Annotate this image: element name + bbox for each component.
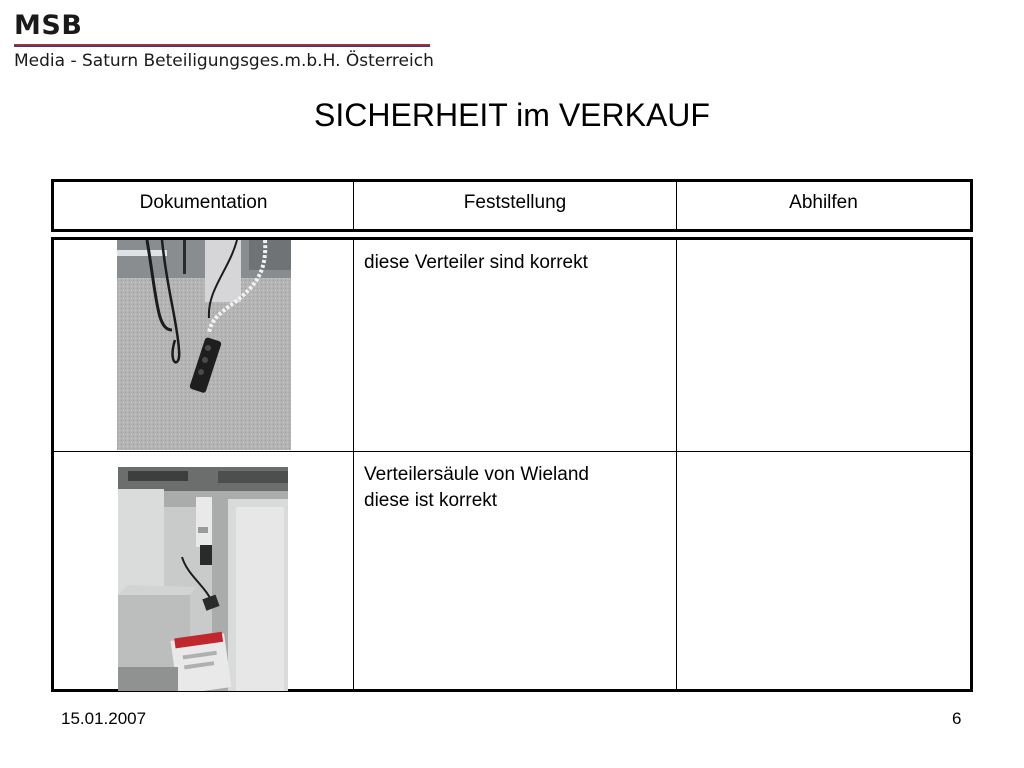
table-row-1-feststellung: diese Verteiler sind korrekt: [353, 240, 676, 451]
column-header-abhilfen: Abhilfen: [676, 182, 970, 229]
header-table: [51, 179, 973, 232]
table-row-2-feststellung: [353, 451, 676, 689]
slide-title: SICHERHEIT im VERKAUF: [314, 97, 710, 133]
footer-date: 15.01.2007: [61, 709, 147, 728]
table-row-1-abhilfen: [676, 240, 970, 451]
table-row-2-dokumentation: [54, 451, 353, 689]
column-header-dokumentation: Dokumentation: [139, 192, 268, 213]
footer-page-number: 6: [952, 709, 962, 728]
power-strip-photo: [117, 240, 291, 450]
table-row-2-feststellung-text: Verteilersäule von Wieland diese ist korrekt: [364, 464, 589, 511]
distribution-column-photo: [118, 467, 288, 691]
logo-mark: MSB: [14, 10, 83, 41]
logo-rule: [14, 44, 430, 47]
column-header-feststellung: Feststellung: [353, 182, 676, 229]
table-row-1-dokumentation: [54, 240, 353, 451]
company-name: Media - Saturn Beteiligungsges.m.b.H. Österreich: [14, 51, 434, 71]
findings-table: [51, 237, 973, 692]
table-row-2-abhilfen: [676, 451, 970, 689]
